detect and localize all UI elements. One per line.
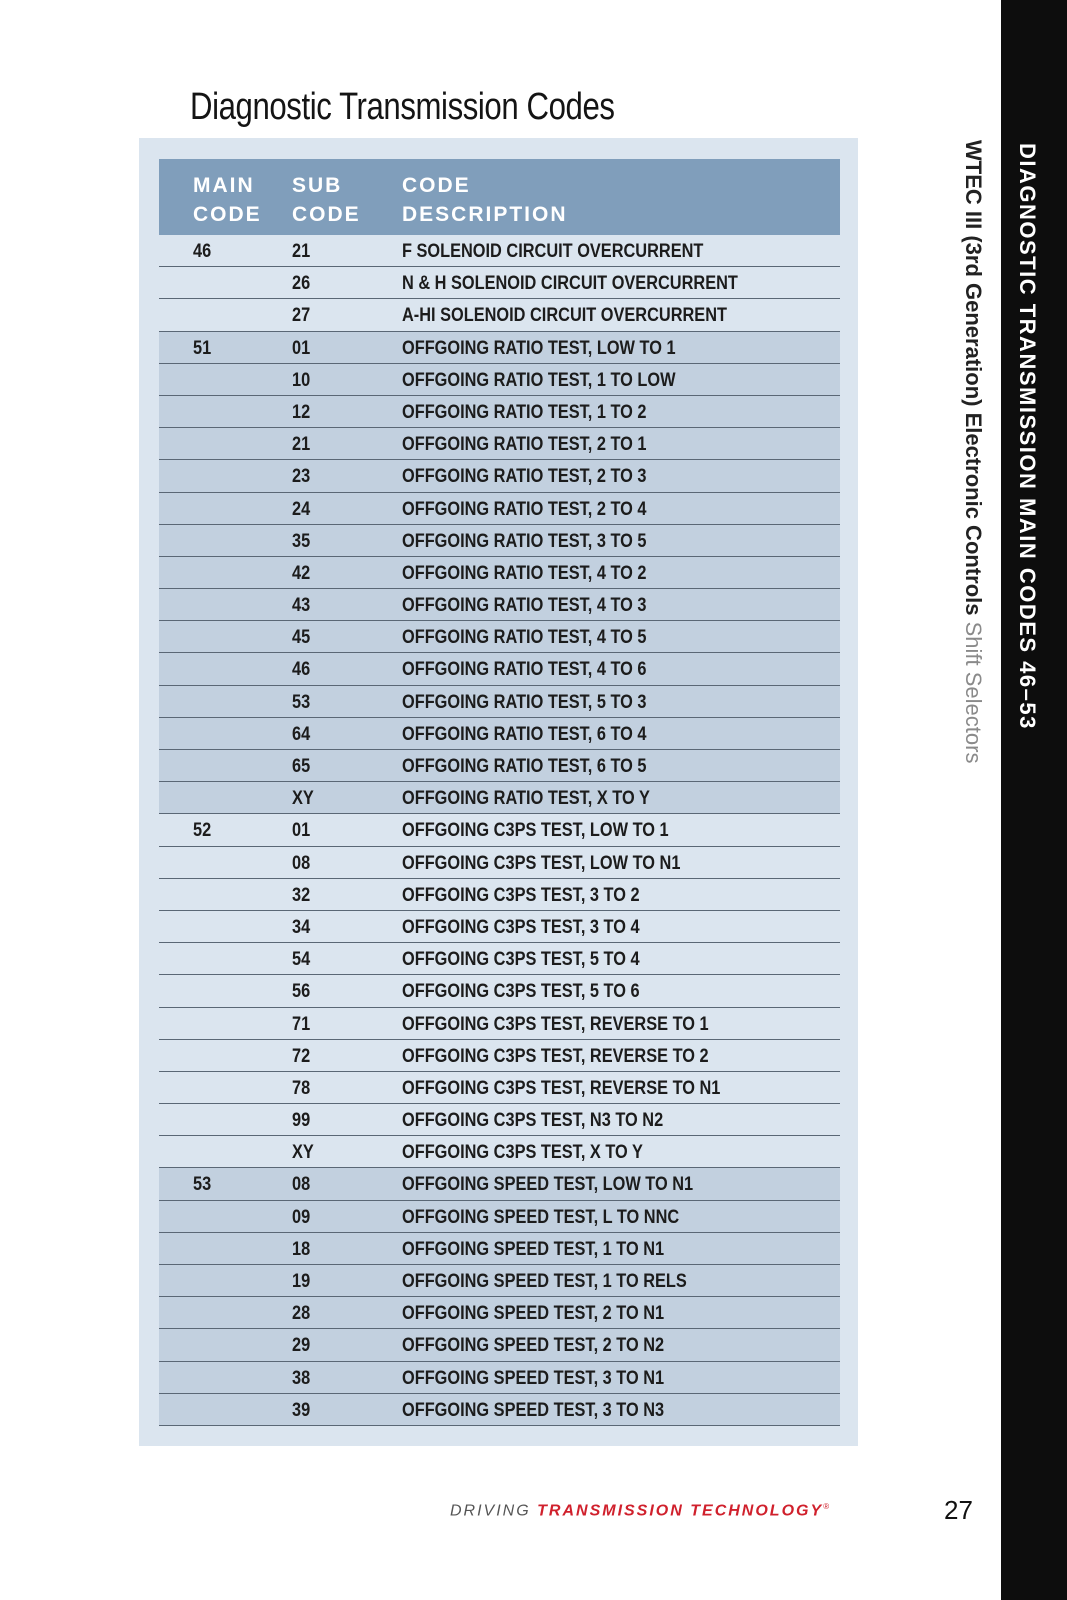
cell-sub-code: 10 — [292, 369, 311, 391]
table-row — [159, 1104, 840, 1136]
cell-sub-code: XY — [292, 1142, 314, 1164]
cell-sub-code: 64 — [292, 723, 311, 745]
cell-description: OFFGOING RATIO TEST, 2 TO 3 — [402, 466, 647, 488]
table-row — [159, 428, 840, 460]
table-row — [159, 847, 840, 879]
cell-sub-code: 46 — [292, 659, 311, 681]
cell-sub-code: 39 — [292, 1399, 311, 1421]
table-row — [159, 267, 840, 299]
cell-sub-code: 65 — [292, 756, 311, 777]
table-row — [159, 879, 840, 911]
cell-description: OFFGOING C3PS TEST, REVERSE TO N1 — [402, 1077, 721, 1099]
table-row — [159, 1136, 840, 1168]
sidebar-subtitle-bold: WTEC III (3rd Generation) Electronic Controls — [961, 140, 986, 616]
cell-description: A-HI SOLENOID CIRCUIT OVERCURRENT — [402, 305, 727, 327]
cell-description: OFFGOING C3PS TEST, X TO Y — [402, 1142, 643, 1164]
cell-description: OFFGOING C3PS TEST, 5 TO 6 — [402, 981, 640, 1003]
cell-description: OFFGOING RATIO TEST, 1 TO 2 — [402, 401, 647, 423]
header-sub-code: SUB CODE — [292, 174, 361, 226]
cell-sub-code: 78 — [292, 1077, 311, 1099]
table-row — [159, 332, 840, 364]
table-row — [159, 460, 840, 492]
table-row — [159, 235, 840, 267]
cell-sub-code: 27 — [292, 305, 311, 327]
cell-sub-code: 19 — [292, 1271, 311, 1292]
table-row — [159, 1233, 840, 1265]
cell-description: OFFGOING RATIO TEST, 2 TO 1 — [402, 434, 647, 456]
cell-main-code: 52 — [193, 820, 212, 842]
cell-description: OFFGOING C3PS TEST, 3 TO 4 — [402, 916, 640, 938]
cell-description: OFFGOING RATIO TEST, 4 TO 6 — [402, 659, 647, 681]
cell-description: OFFGOING C3PS TEST, 5 TO 4 — [402, 949, 640, 971]
cell-sub-code: 26 — [292, 273, 311, 295]
cell-sub-code: 21 — [292, 434, 311, 456]
table-row — [159, 1362, 840, 1394]
cell-description: OFFGOING SPEED TEST, 1 TO N1 — [402, 1238, 665, 1260]
header-code-description: CODE DESCRIPTION — [402, 174, 568, 226]
cell-sub-code: 71 — [292, 1013, 311, 1035]
page-title: Diagnostic Transmission Codes — [190, 86, 615, 128]
table-row — [159, 975, 840, 1007]
table-row — [159, 1008, 840, 1040]
cell-sub-code: 45 — [292, 627, 311, 649]
registered-mark-icon: ® — [823, 1502, 832, 1511]
table-row — [159, 396, 840, 428]
table-row — [159, 493, 840, 525]
cell-sub-code: 38 — [292, 1367, 311, 1389]
table-row — [159, 782, 840, 814]
cell-sub-code: 21 — [292, 241, 311, 262]
cell-description: OFFGOING RATIO TEST, 6 TO 4 — [402, 723, 647, 745]
table-row — [159, 750, 840, 782]
table-row — [159, 911, 840, 943]
cell-description: OFFGOING SPEED TEST, 2 TO N1 — [402, 1303, 665, 1325]
footer-tag-prefix: DRIVING — [450, 1502, 531, 1520]
cell-sub-code: 53 — [292, 691, 311, 713]
table-row — [159, 1297, 840, 1329]
table-row — [159, 299, 840, 331]
cell-main-code: 53 — [193, 1174, 212, 1196]
cell-sub-code: 34 — [292, 916, 311, 938]
cell-sub-code: 12 — [292, 401, 311, 423]
cell-main-code: 46 — [193, 241, 212, 262]
cell-description: OFFGOING RATIO TEST, 3 TO 5 — [402, 530, 647, 552]
cell-description: OFFGOING RATIO TEST, 4 TO 2 — [402, 562, 647, 584]
table-body — [159, 235, 840, 1426]
table-row — [159, 364, 840, 396]
footer-tag-brand: TRANSMISSION TECHNOLOGY — [537, 1502, 824, 1520]
table-row — [159, 1072, 840, 1104]
cell-description: OFFGOING RATIO TEST, 6 TO 5 — [402, 756, 647, 777]
cell-sub-code: 56 — [292, 981, 311, 1003]
table-row — [159, 525, 840, 557]
cell-description: N & H SOLENOID CIRCUIT OVERCURRENT — [402, 273, 738, 295]
table-row — [159, 557, 840, 589]
table-row — [159, 1394, 840, 1426]
cell-description: OFFGOING C3PS TEST, LOW TO 1 — [402, 820, 669, 842]
cell-description: OFFGOING RATIO TEST, 4 TO 5 — [402, 627, 647, 649]
cell-sub-code: 08 — [292, 1174, 311, 1196]
cell-sub-code: 18 — [292, 1238, 311, 1260]
cell-description: OFFGOING RATIO TEST, 1 TO LOW — [402, 369, 676, 391]
table-row — [159, 814, 840, 846]
cell-description: OFFGOING RATIO TEST, 2 TO 4 — [402, 498, 647, 520]
cell-main-code: 51 — [193, 337, 212, 359]
cell-description: OFFGOING RATIO TEST, 4 TO 3 — [402, 595, 647, 617]
cell-description: OFFGOING SPEED TEST, L TO NNC — [402, 1206, 680, 1228]
cell-sub-code: 08 — [292, 852, 311, 874]
cell-sub-code: 29 — [292, 1335, 311, 1357]
cell-description: OFFGOING RATIO TEST, LOW TO 1 — [402, 337, 676, 359]
page-number: 27 — [944, 1495, 973, 1525]
table-row — [159, 943, 840, 975]
cell-sub-code: 99 — [292, 1110, 311, 1132]
header-main-code: MAIN CODE — [193, 174, 262, 226]
cell-description: OFFGOING RATIO TEST, X TO Y — [402, 788, 650, 810]
cell-sub-code: 35 — [292, 530, 311, 552]
cell-description: OFFGOING SPEED TEST, 2 TO N2 — [402, 1335, 665, 1357]
cell-description: OFFGOING SPEED TEST, 1 TO RELS — [402, 1271, 687, 1292]
cell-sub-code: 24 — [292, 498, 311, 520]
footer-tagline — [450, 1502, 831, 1520]
cell-sub-code: 01 — [292, 337, 311, 359]
cell-description: OFFGOING C3PS TEST, LOW TO N1 — [402, 852, 681, 874]
cell-description: OFFGOING C3PS TEST, REVERSE TO 1 — [402, 1013, 709, 1035]
table-header — [159, 159, 840, 235]
cell-sub-code: 72 — [292, 1045, 311, 1067]
table-row — [159, 1201, 840, 1233]
cell-sub-code: 54 — [292, 949, 311, 971]
cell-description: F SOLENOID CIRCUIT OVERCURRENT — [402, 241, 704, 262]
cell-sub-code: 09 — [292, 1206, 311, 1228]
cell-description: OFFGOING RATIO TEST, 5 TO 3 — [402, 691, 647, 713]
cell-description: OFFGOING C3PS TEST, REVERSE TO 2 — [402, 1045, 709, 1067]
codes-table — [159, 159, 840, 1426]
cell-sub-code: XY — [292, 788, 314, 810]
cell-sub-code: 42 — [292, 562, 311, 584]
cell-description: OFFGOING C3PS TEST, 3 TO 2 — [402, 884, 640, 906]
table-row — [159, 718, 840, 750]
cell-sub-code: 32 — [292, 884, 311, 906]
table-row — [159, 1040, 840, 1072]
table-row — [159, 1329, 840, 1361]
cell-description: OFFGOING C3PS TEST, N3 TO N2 — [402, 1110, 664, 1132]
cell-sub-code: 01 — [292, 820, 311, 842]
cell-description: OFFGOING SPEED TEST, 3 TO N3 — [402, 1399, 665, 1421]
table-row — [159, 621, 840, 653]
cell-sub-code: 23 — [292, 466, 311, 488]
cell-description: OFFGOING SPEED TEST, 3 TO N1 — [402, 1367, 665, 1389]
table-row — [159, 686, 840, 718]
sidebar-subtitle-light: Shift Selectors — [961, 621, 986, 764]
table-row — [159, 653, 840, 685]
table-row — [159, 589, 840, 621]
table-row — [159, 1168, 840, 1200]
sidebar-subtitle — [960, 140, 986, 763]
cell-description: OFFGOING SPEED TEST, LOW TO N1 — [402, 1174, 694, 1196]
sidebar-section-title: DIAGNOSTIC TRANSMISSION MAIN CODES 46–53 — [1015, 143, 1040, 730]
cell-sub-code: 43 — [292, 595, 311, 617]
cell-sub-code: 28 — [292, 1303, 311, 1325]
table-row — [159, 1265, 840, 1297]
